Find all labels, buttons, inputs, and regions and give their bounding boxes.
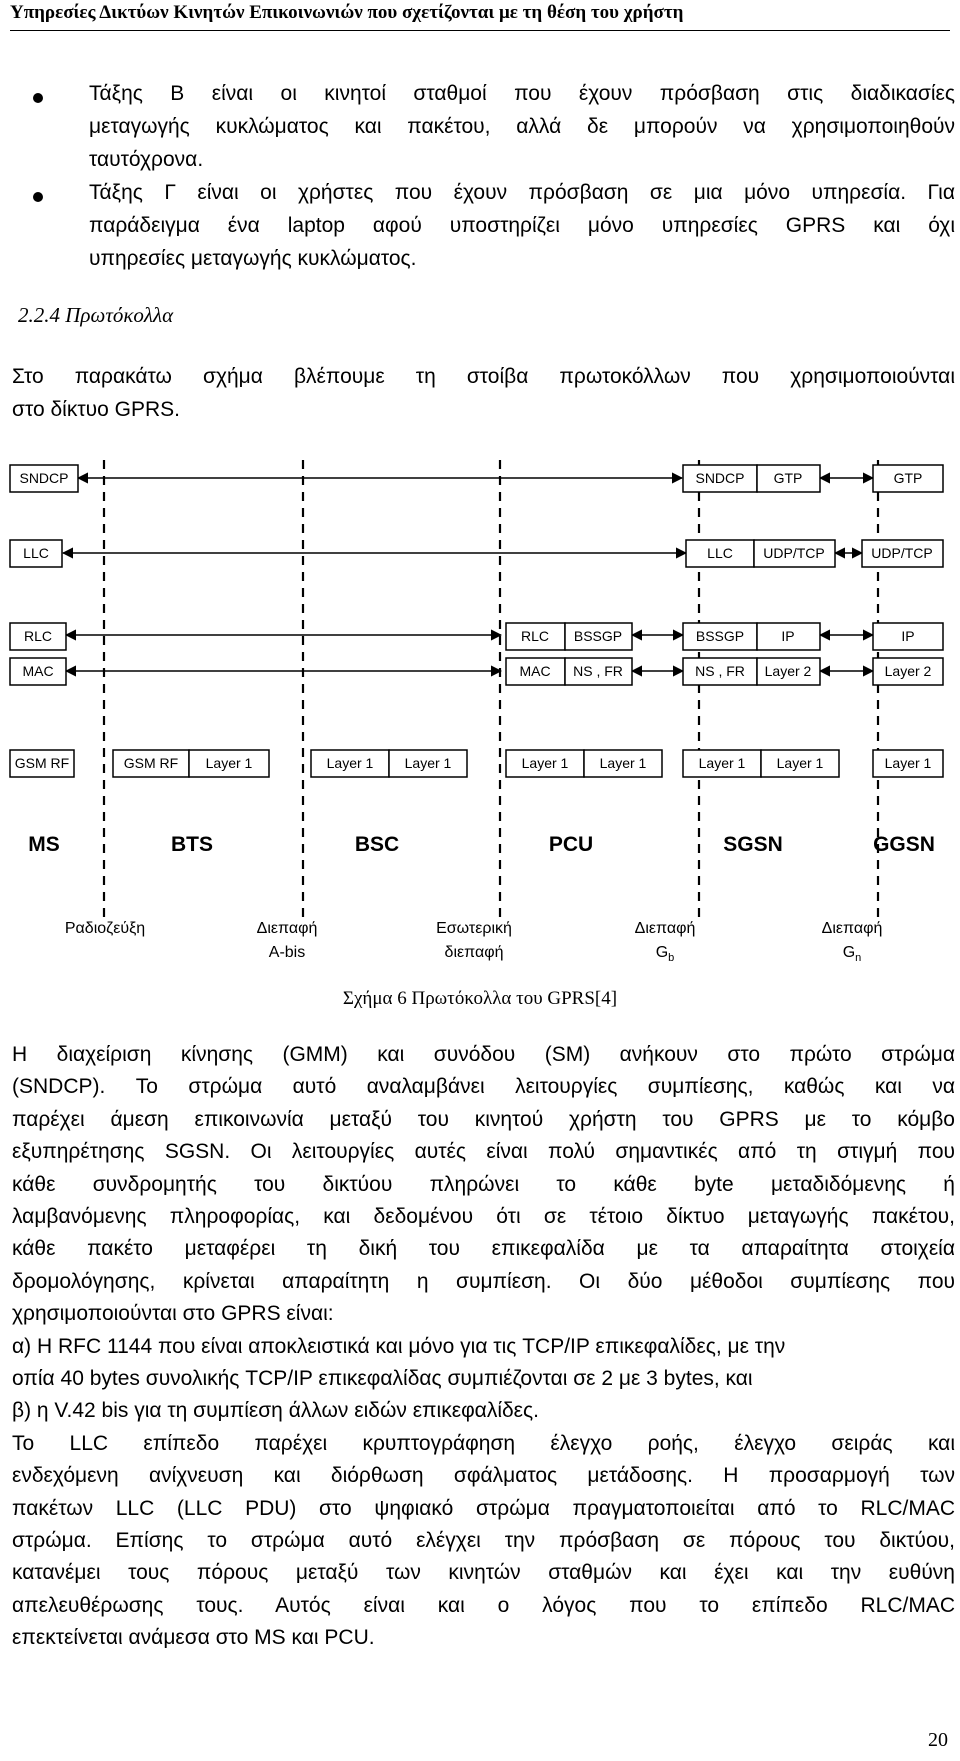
box-label: Layer 1 bbox=[776, 755, 824, 771]
page-number: 20 bbox=[928, 1729, 948, 1751]
interface-label: Διεπαφή bbox=[821, 920, 883, 937]
box-label: GSM RF bbox=[14, 755, 70, 771]
body-line: ενδεχόμενη ανίχνευση και διόρθωση σφάλματος μετάδοσης. Η προσαρμογή των bbox=[12, 1464, 955, 1488]
body-line: (SNDCP). Το στρώμα αυτό αναλαμβάνει λειτουργίες συμπίεσης, καθώς και να bbox=[12, 1075, 955, 1099]
bullet-2-line-1: Τάξης Γ είναι οι χρήστες που έχουν πρόσβαση σε μια μόνο υπηρεσία. Για bbox=[89, 181, 955, 204]
running-header bbox=[10, 0, 950, 31]
intro-line-2: στο δίκτυο GPRS. bbox=[12, 398, 180, 421]
figure-caption: Σχήμα 6 Πρωτόκολλα του GPRS[4] bbox=[342, 988, 618, 1009]
box-label: RLC bbox=[520, 628, 550, 644]
interface-label: Διεπαφή bbox=[634, 920, 696, 937]
body-line: δρομολόγησης, κρίνεται απαραίτητη η συμπίεση. Οι δύο μέθοδοι συμπίεσης που bbox=[12, 1269, 955, 1293]
node-label-pcu: PCU bbox=[548, 833, 594, 856]
bullet-2-line-3: υπηρεσίες μεταγωγής κυκλώματος. bbox=[89, 247, 417, 270]
bullet-dot-icon bbox=[33, 93, 43, 103]
node-label-ms: MS bbox=[28, 833, 60, 856]
box-label: GSM RF bbox=[123, 755, 179, 771]
interface-label: διεπαφή bbox=[444, 944, 504, 961]
box-label: Layer 1 bbox=[404, 755, 452, 771]
intro-line-1: Στο παρακάτω σχήμα βλέπουμε τη στοίβα πρωτοκόλλων που χρησιμοποιούνται bbox=[12, 365, 955, 388]
box-label: UDP/TCP bbox=[871, 545, 933, 561]
body-line: λαμβανόμενης πληροφορίας, και δεδομένου ότι σε τέτοιο δίκτυο μεταγωγής πακέτου, bbox=[12, 1205, 955, 1228]
box-label: LLC bbox=[23, 545, 49, 561]
box-label: LLC bbox=[707, 545, 733, 561]
body-line: Το LLC επίπεδο παρέχει κρυπτογράφηση έλεγχο ροής, έλεγχο σειράς και bbox=[12, 1431, 955, 1455]
box-label: RLC bbox=[23, 628, 53, 644]
node-label-bsc: BSC bbox=[354, 833, 400, 856]
box-label: UDP/TCP bbox=[763, 545, 825, 561]
body-line: κάθε συνδρομητής του δικτύου πληρώνει το κάθε byte μεταδιδόμενης ή bbox=[12, 1172, 955, 1196]
body-line: κατανέμει τους πόρους μεταξύ των κινητών σταθμών και έχει και την ευθύνη bbox=[12, 1561, 955, 1585]
box-label: IP bbox=[901, 628, 915, 644]
body-line: οπία 40 bytes συνολικής TCP/IP επικεφαλίδας συμπιέζονται σε 2 με 3 bytes, και bbox=[12, 1367, 753, 1390]
box-label: Layer 1 bbox=[326, 755, 374, 771]
box-label: Layer 1 bbox=[205, 755, 253, 771]
node-label-ggsn: GGSN bbox=[873, 833, 935, 856]
box-label: NS , FR bbox=[695, 663, 745, 679]
box-label: GTP bbox=[893, 470, 923, 486]
body-line: παρέχει άμεση επικοινωνία μεταξύ του κινητού χρήστη του GPRS με το κόμβο bbox=[12, 1107, 955, 1131]
box-label: MAC bbox=[22, 663, 54, 679]
body-line: απελευθέρωσης τους. Αυτός είναι και ο λόγος που το επίπεδο RLC/MAC bbox=[12, 1593, 955, 1617]
box-label: BSSGP bbox=[573, 628, 623, 644]
bullet-1-line-2: μεταγωγής κυκλώματος και πακέτου, αλλά δε μπορούν να χρησιμοποιηθούν bbox=[89, 115, 955, 138]
node-label-bts: BTS bbox=[171, 833, 213, 856]
interface-label: Ραδιοζεύξη bbox=[64, 920, 146, 937]
node-label-sgsn: SGSN bbox=[723, 833, 783, 856]
interface-label: $G_b$ bbox=[655, 944, 675, 964]
bullet-1-line-3: ταυτόχρονα. bbox=[89, 148, 204, 171]
bullet-dot-icon bbox=[33, 192, 43, 202]
body-line: στρώμα. Επίσης το στρώμα αυτό ελέγχει την πρόσβαση σε πόρους του δικτύου, bbox=[12, 1529, 955, 1552]
interface-label: Εσωτερική bbox=[436, 920, 512, 937]
body-line: β) η V.42 bis για τη συμπίεση άλλων ειδών επικεφαλίδες. bbox=[12, 1399, 539, 1423]
protocol-boxes bbox=[10, 465, 943, 777]
box-label: NS , FR bbox=[573, 663, 623, 679]
box-label: Layer 1 bbox=[599, 755, 647, 771]
body-line: α) Η RFC 1144 που είναι αποκλειστικά και μόνο για τις TCP/IP επικεφαλίδες, με την bbox=[12, 1334, 786, 1358]
box-label: MAC bbox=[519, 663, 551, 679]
running-header-title: Υπηρεσίες Δικτύων Κινητών Επικοινωνιών που σχετίζονται με τη θέση του χρήστη bbox=[10, 2, 684, 23]
body-line: κάθε πακέτο μεταφέρει τη δική του επικεφαλίδα με τα απαραίτητα στοιχεία bbox=[12, 1237, 955, 1261]
box-label: SNDCP bbox=[19, 470, 69, 486]
bullet-2-line-2: παράδειγμα ένα laptop αφού υποστηρίζει μόνο υπηρεσίες GPRS και όχι bbox=[89, 214, 955, 237]
box-label: IP bbox=[781, 628, 795, 644]
box-label: GTP bbox=[773, 470, 803, 486]
box-label: SNDCP bbox=[695, 470, 745, 486]
body-line: Η διαχείριση κίνησης (GMM) και συνόδου (SM) ανήκουν στο πρώτο στρώμα bbox=[12, 1043, 955, 1066]
interface-label: A-bis bbox=[268, 944, 306, 961]
interface-label: Διεπαφή bbox=[256, 920, 318, 937]
box-label: Layer 2 bbox=[884, 663, 932, 679]
bullet-1-line-1: Τάξης Β είναι οι κινητοί σταθμοί που έχουν πρόσβαση στις διαδικασίες bbox=[89, 82, 955, 105]
box-label: Layer 1 bbox=[521, 755, 569, 771]
interface-label: $G_n$ bbox=[842, 944, 862, 964]
body-line: εξυπηρέτησης SGSN. Οι λειτουργίες αυτές είναι πολύ σημαντικές από τη στιγμή που bbox=[12, 1140, 955, 1164]
box-label: Layer 1 bbox=[698, 755, 746, 771]
section-heading: 2.2.4 Πρωτόκολλα bbox=[18, 303, 174, 327]
box-label: Layer 2 bbox=[764, 663, 812, 679]
body-line: επεκτείνεται ανάμεσα στο MS και PCU. bbox=[12, 1626, 375, 1650]
box-label: Layer 1 bbox=[884, 755, 932, 771]
body-line: χρησιμοποιούνται στο GPRS είναι: bbox=[12, 1302, 334, 1326]
box-label: BSSGP bbox=[695, 628, 745, 644]
gprs-protocol-stack-diagram bbox=[0, 455, 960, 970]
body-line: πακέτων LLC (LLC PDU) στο ψηφιακό στρώμα πραγματοποιείται από το RLC/MAC bbox=[12, 1496, 955, 1520]
